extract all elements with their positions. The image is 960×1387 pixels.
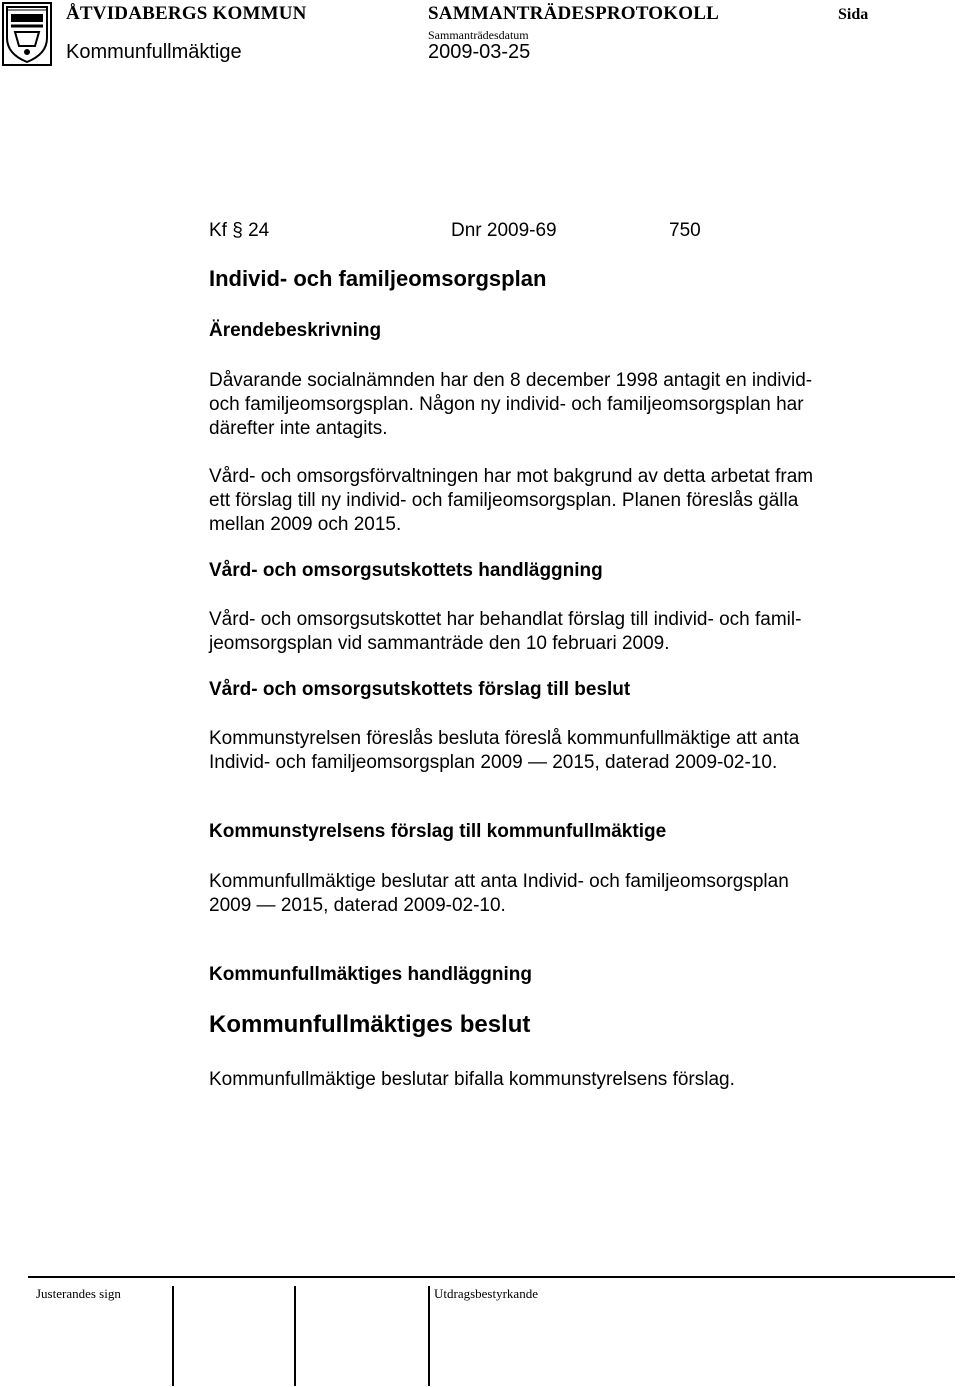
description-heading: Ärendebeskrivning — [209, 320, 382, 341]
coat-of-arms-icon — [2, 2, 52, 66]
signature-box-divider — [172, 1286, 174, 1386]
committee-handling-paragraph — [209, 608, 889, 656]
council-decision-heading: Kommunfullmäktiges beslut — [209, 1011, 531, 1038]
text-line: Vård- och omsorgsförvaltningen har mot bakgrund av detta arbetat fram — [209, 466, 814, 487]
page-label: Sida — [838, 6, 869, 23]
archive-code: 750 — [669, 220, 701, 241]
text-line: Kommunfullmäktige beslutar att anta Individ- och familjeomsorgsplan — [209, 871, 789, 892]
description-paragraph-1 — [209, 369, 889, 441]
signature-box-divider — [294, 1286, 296, 1386]
committee-proposal-heading: Vård- och omsorgsutskottets förslag till beslut — [209, 679, 631, 700]
text-line: 2009 — 2015, daterad 2009-02-10. — [209, 895, 506, 916]
text-line: Individ- och familjeomsorgsplan 2009 — 2015, daterad 2009-02-10. — [209, 752, 778, 773]
text-line: ett förslag till ny individ- och familjeomsorgsplan. Planen föreslås gälla — [209, 490, 799, 511]
board-proposal-heading: Kommunstyrelsens förslag till kommunfullmäktige — [209, 821, 667, 842]
text-line: jeomsorgsplan vid sammanträde den 10 februari 2009. — [209, 633, 670, 654]
signature-label: Justerandes sign — [36, 1286, 121, 1301]
diary-number: Dnr 2009-69 — [451, 220, 557, 241]
committee-proposal-paragraph — [209, 727, 889, 775]
body-name: Kommunfullmäktige — [66, 41, 242, 63]
meeting-date-label: Sammanträdesdatum — [428, 28, 529, 42]
council-decision-paragraph — [209, 1068, 889, 1092]
text-line: mellan 2009 och 2015. — [209, 514, 402, 535]
text-line: därefter inte antagits. — [209, 418, 388, 439]
text-line: och familjeomsorgsplan. Någon ny individ- och familjeomsorgsplan har — [209, 394, 804, 415]
paragraph-number: Kf § 24 — [209, 220, 270, 241]
meeting-date: 2009-03-25 — [428, 41, 531, 63]
certification-label: Utdragsbestyrkande — [434, 1286, 538, 1301]
case-title: Individ- och familjeomsorgsplan — [209, 266, 547, 291]
document-type: SAMMANTRÄDESPROTOKOLL — [428, 3, 719, 24]
council-handling-heading: Kommunfullmäktiges handläggning — [209, 964, 533, 985]
text-line: Kommunfullmäktige beslutar bifalla kommunstyrelsens förslag. — [209, 1069, 735, 1090]
committee-handling-heading: Vård- och omsorgsutskottets handläggning — [209, 560, 603, 581]
footer-divider — [28, 1276, 955, 1278]
text-line: Kommunstyrelsen föreslås besluta föreslå kommunfullmäktige att anta — [209, 728, 800, 749]
text-line: Vård- och omsorgsutskottet har behandlat förslag till individ- och famil- — [209, 609, 802, 630]
text-line: Dåvarande socialnämnden har den 8 december 1998 antagit en individ- — [209, 370, 813, 391]
description-paragraph-2 — [209, 465, 889, 537]
board-proposal-paragraph — [209, 870, 889, 918]
organization-name: ÅTVIDABERGS KOMMUN — [66, 3, 307, 24]
signature-box-divider — [428, 1286, 430, 1386]
